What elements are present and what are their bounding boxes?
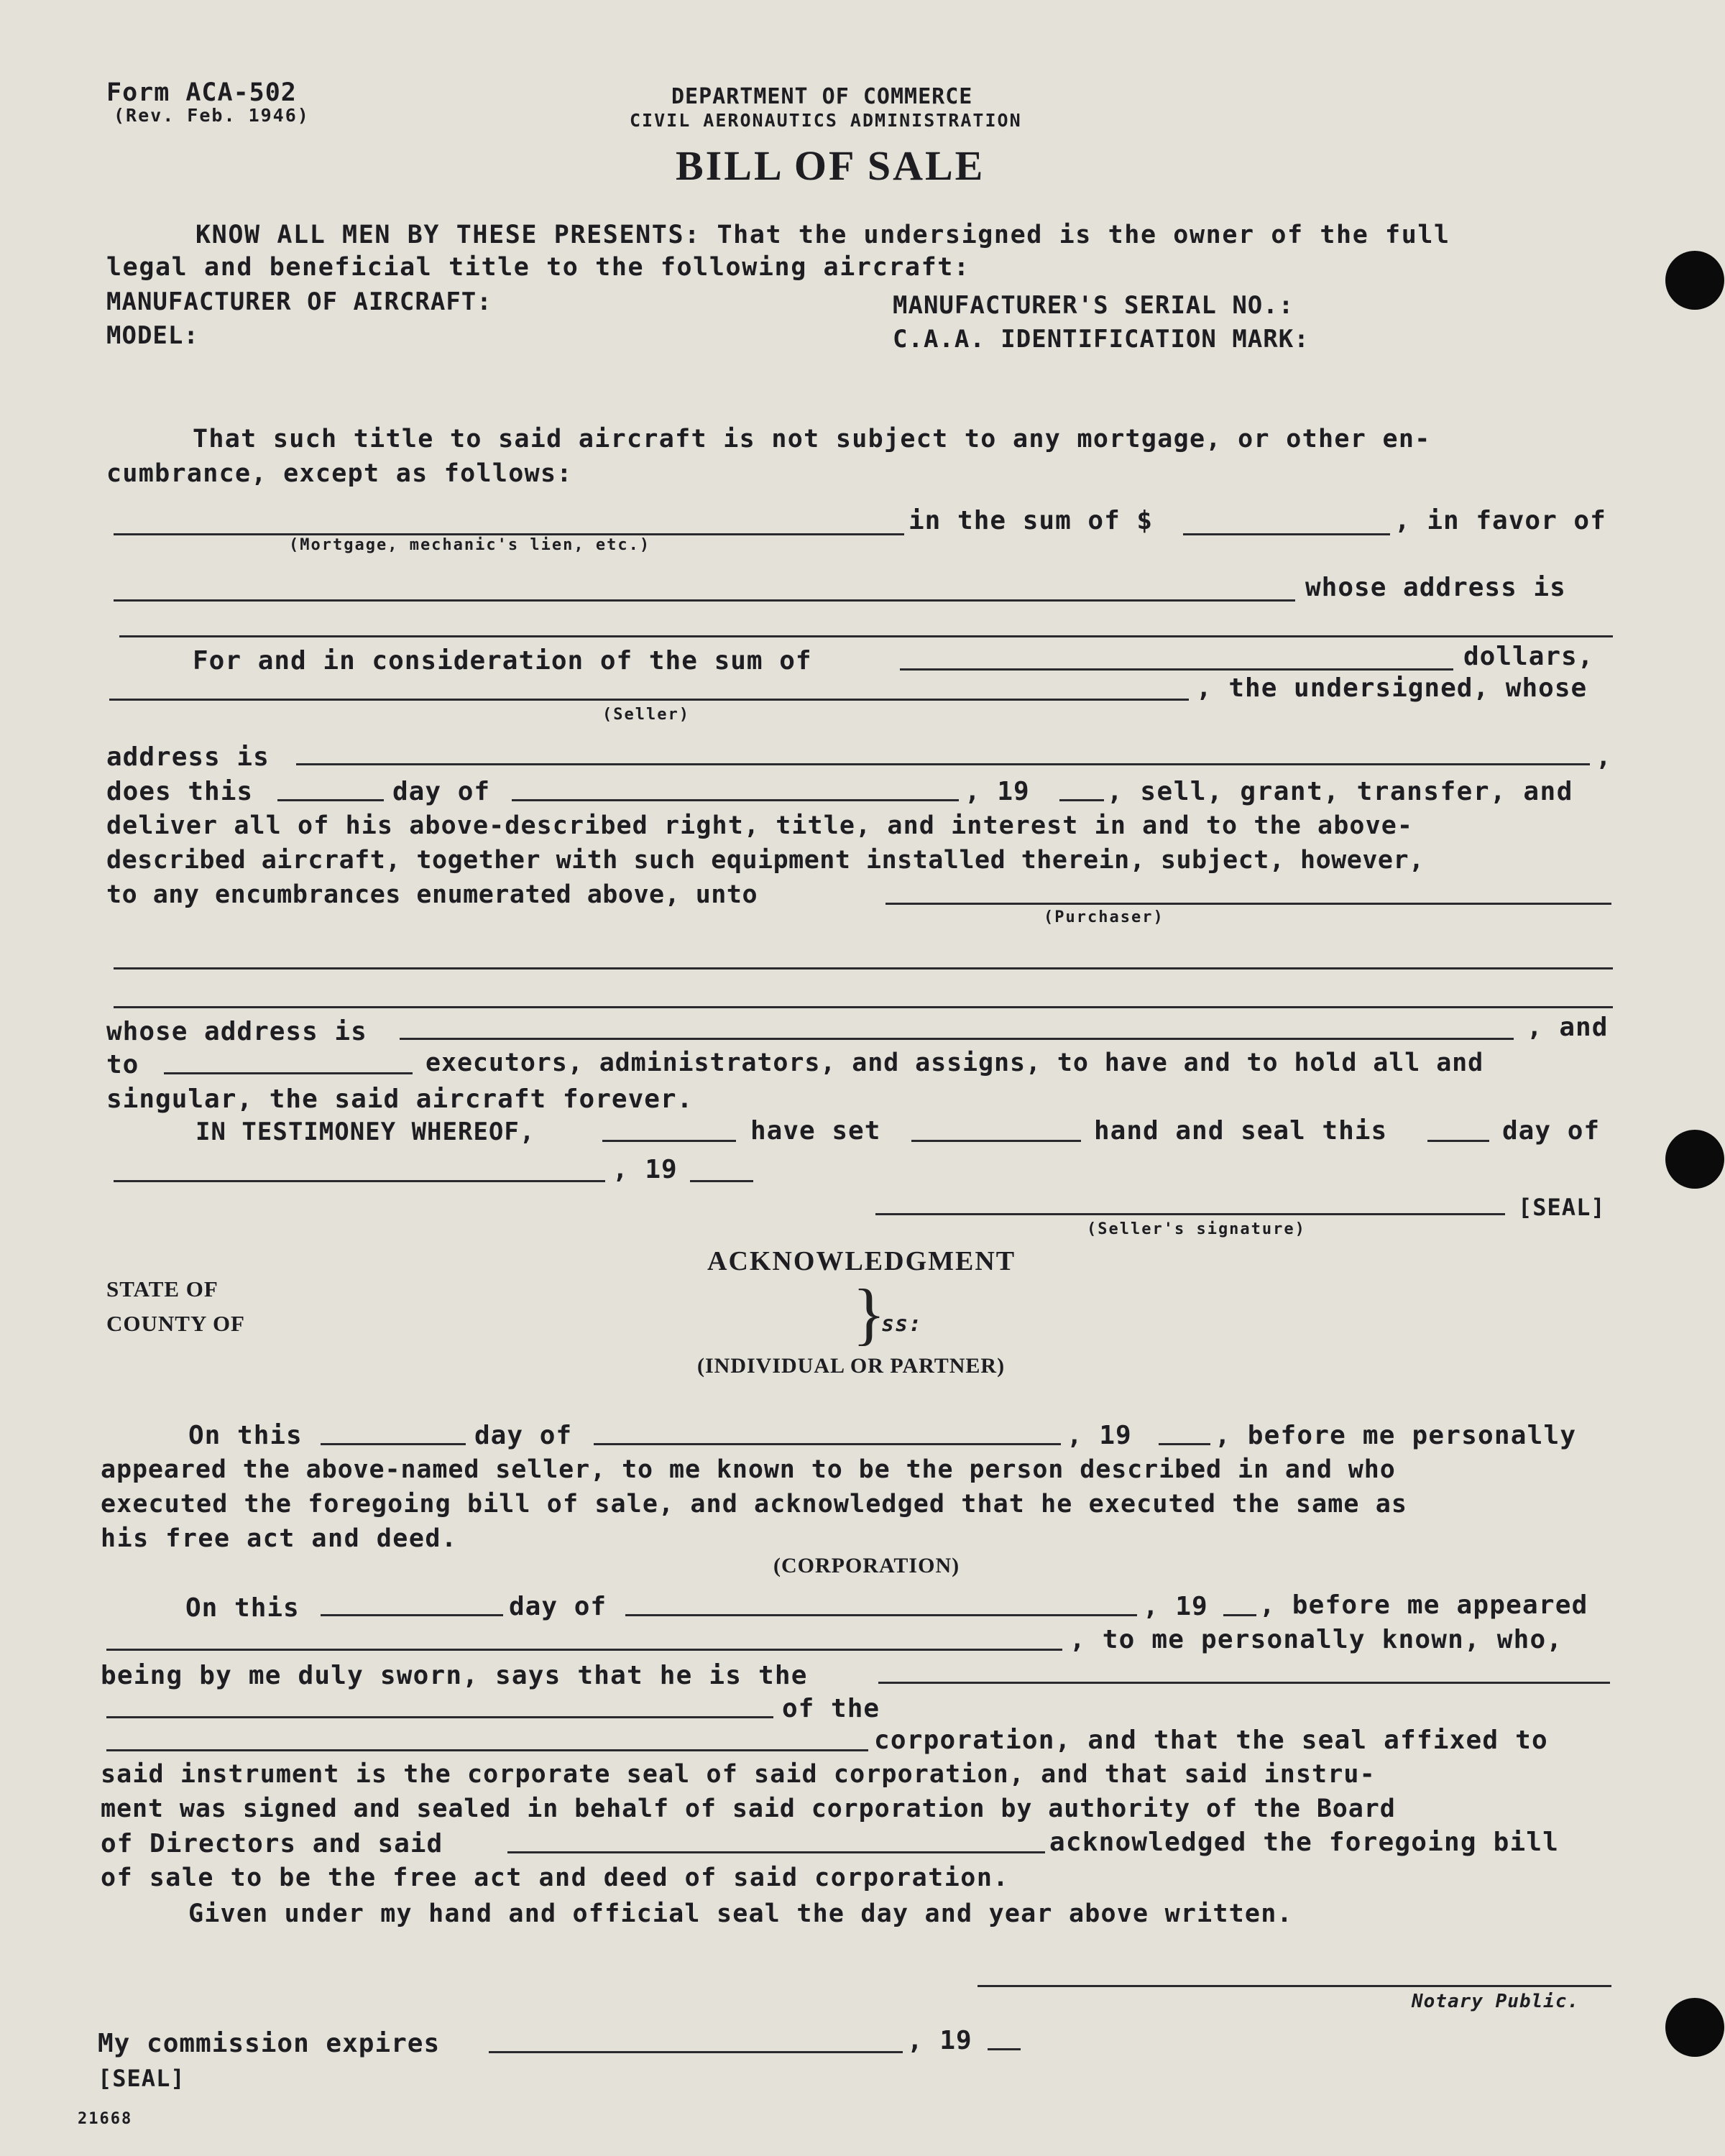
before-appeared-label: , before me appeared (1259, 1590, 1588, 1620)
singular-line: singular, the said aircraft forever. (106, 1084, 694, 1114)
encumbrance-line-2: cumbrance, except as follows: (106, 459, 573, 488)
lienholder-address-label: whose address is (1305, 573, 1566, 602)
commission-date-field[interactable] (489, 2051, 903, 2053)
seller-address-field[interactable] (296, 763, 1590, 765)
encumbrance-caption: (Mortgage, mechanic's lien, etc.) (289, 536, 651, 554)
ind-on-this-label: On this (188, 1421, 303, 1450)
sale-month-field[interactable] (512, 799, 959, 801)
to-label: to (106, 1050, 139, 1079)
being-sworn-label: being by me duly sworn, says that he is the (101, 1661, 808, 1690)
commission-year-field[interactable] (988, 2048, 1021, 2050)
hand-seal-label: hand and seal this (1094, 1116, 1388, 1146)
seller-address-comma: , (1596, 742, 1612, 772)
corp-on-this-label: On this (185, 1593, 300, 1623)
corp-day-of-label: day of (509, 1592, 607, 1621)
corp-officer-title-field[interactable] (878, 1682, 1610, 1684)
purchaser-address-label: whose address is (106, 1017, 367, 1046)
pronoun-field-heirs[interactable] (164, 1072, 413, 1074)
ss-label: ss: (881, 1312, 923, 1337)
seller-address-label: address is (106, 742, 270, 772)
individual-label: (INDIVIDUAL OR PARTNER) (697, 1354, 1006, 1378)
acknowledgment-title: ACKNOWLEDGMENT (707, 1246, 1016, 1276)
consideration-amount-field[interactable] (900, 668, 1453, 671)
and-label: , and (1527, 1013, 1609, 1042)
state-label: STATE OF (106, 1276, 218, 1302)
footer-seal-label: [SEAL] (98, 2065, 185, 2092)
notary-signature-field[interactable] (978, 1985, 1611, 1987)
model-label: MODEL: (106, 321, 199, 350)
to-any-line: to any encumbrances enumerated above, unto (106, 880, 758, 909)
corp-title-continued-field[interactable] (106, 1716, 773, 1718)
corp-officer-signer-field[interactable] (507, 1851, 1045, 1853)
executors-line: executors, administrators, and assigns, to have and to hold all and (426, 1049, 1484, 1077)
ind-line-3: executed the foregoing bill of sale, and acknowledged that he executed the same as (101, 1490, 1408, 1519)
corp-day-field[interactable] (321, 1614, 503, 1616)
punch-hole-middle (1665, 1130, 1724, 1189)
id-mark-label: C.A.A. IDENTIFICATION MARK: (893, 325, 1310, 354)
ind-year-prefix: , 19 (1067, 1421, 1132, 1450)
of-the-label: of the (782, 1694, 880, 1723)
corp-month-field[interactable] (625, 1614, 1137, 1616)
undersigned-label: , the undersigned, whose (1196, 673, 1588, 703)
described-line: described aircraft, together with such equipment installed therein, subject, however, (106, 846, 1425, 875)
lienholder-address-field[interactable] (119, 635, 1613, 637)
sale-day-of-label: day of (392, 777, 491, 806)
department-name: DEPARTMENT OF COMMERCE (671, 84, 973, 109)
print-number: 21668 (78, 2110, 133, 2128)
punch-hole-top (1665, 251, 1724, 310)
directors-label: of Directors and said (101, 1829, 443, 1858)
agency-name: CIVIL AERONAUTICS ADMINISTRATION (630, 110, 1022, 131)
commission-label: My commission expires (98, 2029, 441, 2058)
ind-line-2: appeared the above-named seller, to me known to be the person described in and who (101, 1455, 1396, 1484)
corp-officer-name-field[interactable] (106, 1649, 1062, 1651)
brace-symbol: } (852, 1275, 886, 1352)
seller-name-field[interactable] (109, 699, 1189, 701)
sell-grant-label: , sell, grant, transfer, and (1107, 777, 1573, 806)
encumbrance-line-1: That such title to said aircraft is not subject to any mortgage, or other en- (193, 425, 1431, 453)
ind-year-field[interactable] (1159, 1443, 1210, 1445)
purchaser-caption: (Purchaser) (1044, 908, 1164, 926)
deliver-line: deliver all of his above-described right, title, and interest in and to the above- (106, 811, 1414, 840)
acknowledged-label: acknowledged the foregoing bill (1049, 1828, 1560, 1857)
purchaser-extra-field-2[interactable] (114, 1006, 1613, 1008)
testimony-month-field[interactable] (114, 1180, 605, 1182)
testimony-year-prefix: , 19 (612, 1155, 678, 1184)
favor-label: , in favor of (1394, 506, 1606, 535)
ind-day-of-label: day of (474, 1421, 573, 1450)
testimony-day-field[interactable] (1427, 1140, 1489, 1142)
notary-label: Notary Public. (1412, 1991, 1580, 2012)
seal-label: [SEAL] (1518, 1194, 1606, 1221)
punch-hole-bottom (1665, 1998, 1724, 2057)
purchaser-extra-field-1[interactable] (114, 967, 1613, 969)
corp-line-3: ment was signed and sealed in behalf of said corporation by authority of the Board (101, 1795, 1396, 1823)
sum-label: in the sum of $ (908, 506, 1154, 535)
sale-day-field[interactable] (277, 799, 384, 801)
lienholder-name-field[interactable] (114, 599, 1295, 602)
purchaser-name-field[interactable] (886, 903, 1611, 905)
before-personally-label: , before me personally (1215, 1421, 1577, 1450)
commission-year-prefix: , 19 (907, 2026, 972, 2055)
sale-year-prefix: , 19 (965, 777, 1030, 806)
page-title: BILL OF SALE (676, 142, 985, 189)
sale-year-field[interactable] (1059, 799, 1104, 801)
personally-known-label: , to me personally known, who, (1070, 1625, 1563, 1654)
seller-signature-field[interactable] (875, 1213, 1505, 1215)
corporation-label: (CORPORATION) (773, 1554, 960, 1577)
dollars-label: dollars, (1463, 642, 1594, 671)
seller-signature-caption: (Seller's signature) (1087, 1220, 1306, 1238)
purchaser-address-field[interactable] (400, 1038, 1514, 1040)
testimony-pronoun-field[interactable] (911, 1140, 1081, 1142)
ind-day-field[interactable] (321, 1443, 466, 1445)
testimony-label: IN TESTIMONEY WHEREOF, (196, 1118, 535, 1146)
corp-year-prefix: , 19 (1143, 1592, 1208, 1621)
testimony-party-field[interactable] (602, 1140, 736, 1142)
corporation-name-field[interactable] (106, 1749, 868, 1751)
consideration-label: For and in consideration of the sum of (193, 646, 812, 676)
testimony-day-of-label: day of (1502, 1116, 1601, 1146)
form-revision: (Rev. Feb. 1946) (114, 105, 310, 126)
have-set-label: have set (750, 1116, 881, 1146)
does-this-label: does this (106, 777, 254, 806)
given-line: Given under my hand and official seal the day and year above written. (188, 1899, 1293, 1928)
manufacturer-label: MANUFACTURER OF AIRCRAFT: (106, 287, 492, 316)
corp-seal-label: corporation, and that the seal affixed to (874, 1726, 1548, 1755)
seller-caption: (Seller) (602, 706, 690, 724)
corp-line-5: of sale to be the free act and deed of said corporation. (101, 1864, 1010, 1892)
intro-line-2: legal and beneficial title to the following aircraft: (106, 253, 970, 282)
corp-line-2: said instrument is the corporate seal of said corporation, and that said instru- (101, 1760, 1376, 1789)
form-number: Form ACA-502 (106, 78, 297, 107)
ind-month-field[interactable] (594, 1443, 1061, 1445)
serial-label: MANUFACTURER'S SERIAL NO.: (893, 291, 1294, 320)
corp-year-field[interactable] (1223, 1614, 1256, 1616)
encumbrance-amount-field[interactable] (1183, 533, 1390, 535)
intro-line-1: KNOW ALL MEN BY THESE PRESENTS: That the undersigned is the owner of the full (196, 221, 1450, 249)
county-label: COUNTY OF (106, 1311, 245, 1336)
encumbrance-type-field[interactable] (114, 533, 904, 535)
testimony-year-field[interactable] (690, 1180, 753, 1182)
ind-line-4: his free act and deed. (101, 1524, 458, 1553)
